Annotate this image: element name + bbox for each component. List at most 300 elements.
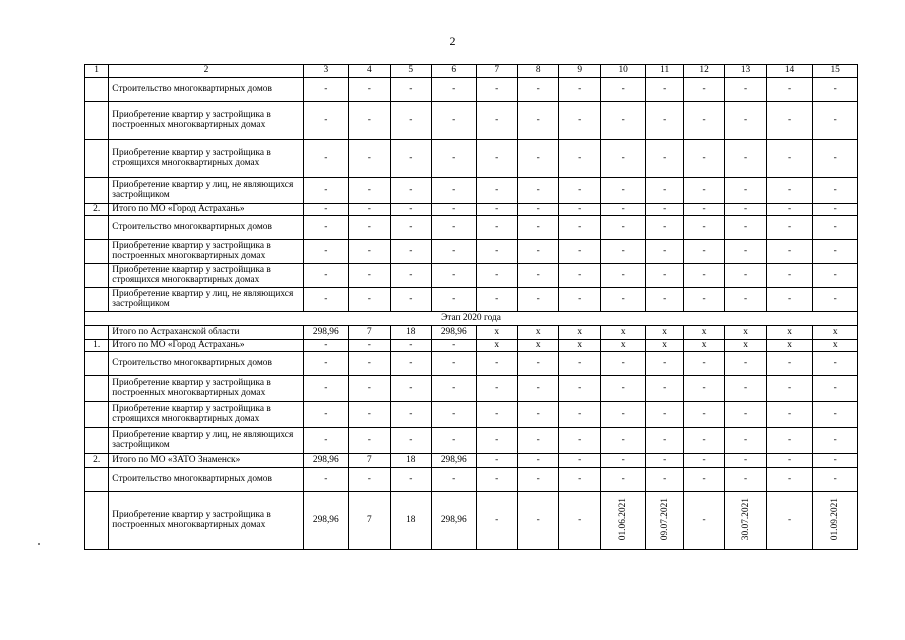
value-cell: - bbox=[683, 216, 724, 240]
value-cell: - bbox=[303, 204, 349, 216]
value-cell: - bbox=[476, 264, 517, 288]
value-cell: x bbox=[766, 326, 813, 340]
value-cell: - bbox=[600, 376, 646, 402]
value-cell: - bbox=[390, 340, 431, 352]
value-cell: - bbox=[646, 204, 683, 216]
value-cell: x bbox=[559, 340, 600, 352]
row-name-cell: Строительство многоквартирных домов bbox=[109, 468, 303, 492]
value-cell: - bbox=[476, 402, 517, 428]
table-row bbox=[85, 468, 858, 492]
row-name-cell: Строительство многоквартирных домов bbox=[109, 78, 303, 102]
value-cell: - bbox=[646, 140, 683, 178]
value-cell: - bbox=[476, 204, 517, 216]
value-cell: - bbox=[303, 376, 349, 402]
value-cell: - bbox=[813, 468, 858, 492]
value-cell: - bbox=[390, 376, 431, 402]
value-cell: - bbox=[476, 454, 517, 468]
row-name-cell: Приобретение квартир у застройщика в построенных многоквартирных домах bbox=[109, 376, 303, 402]
value-cell: - bbox=[517, 140, 558, 178]
value-cell: - bbox=[431, 102, 476, 140]
value-cell: - bbox=[559, 454, 600, 468]
row-number-cell bbox=[85, 288, 109, 312]
value-cell: - bbox=[646, 376, 683, 402]
row-name-cell: Приобретение квартир у лиц, не являющихся застройщиком bbox=[109, 178, 303, 204]
value-cell: - bbox=[683, 428, 724, 454]
program-table bbox=[84, 64, 858, 550]
value-cell: x bbox=[517, 340, 558, 352]
value-cell: - bbox=[390, 78, 431, 102]
date-value: 01.06.2021 bbox=[618, 497, 629, 540]
row-number-cell bbox=[85, 240, 109, 264]
row-name-cell: Итого по МО «ЗАТО Знаменск» bbox=[109, 454, 303, 468]
value-cell: - bbox=[646, 454, 683, 468]
table-row bbox=[85, 376, 858, 402]
table-row bbox=[85, 178, 858, 204]
value-cell: - bbox=[813, 140, 858, 178]
value-cell: - bbox=[766, 376, 813, 402]
value-cell: 298,96 bbox=[303, 454, 349, 468]
value-cell: - bbox=[349, 102, 390, 140]
value-cell: - bbox=[431, 78, 476, 102]
value-cell: - bbox=[646, 102, 683, 140]
row-name-cell: Приобретение квартир у застройщика в построенных многоквартирных домах bbox=[109, 240, 303, 264]
value-cell: - bbox=[646, 264, 683, 288]
value-cell: - bbox=[559, 288, 600, 312]
value-cell: - bbox=[559, 78, 600, 102]
value-cell: - bbox=[559, 264, 600, 288]
value-cell: - bbox=[725, 428, 766, 454]
value-cell: - bbox=[600, 78, 646, 102]
column-number: 2 bbox=[109, 65, 303, 78]
row-name-cell: Приобретение квартир у застройщика в строящихся многоквартирных домах bbox=[109, 264, 303, 288]
value-cell: - bbox=[683, 352, 724, 376]
value-cell: - bbox=[725, 376, 766, 402]
value-cell: - bbox=[600, 102, 646, 140]
value-cell: - bbox=[766, 178, 813, 204]
value-cell: - bbox=[766, 216, 813, 240]
value-cell: - bbox=[349, 428, 390, 454]
value-cell: x bbox=[600, 326, 646, 340]
row-name-cell: Строительство многоквартирных домов bbox=[109, 352, 303, 376]
row-number-cell bbox=[85, 402, 109, 428]
value-cell: - bbox=[600, 288, 646, 312]
value-cell: - bbox=[813, 288, 858, 312]
value-cell: - bbox=[646, 352, 683, 376]
value-cell: - bbox=[303, 140, 349, 178]
value-cell: - bbox=[646, 468, 683, 492]
value-cell: - bbox=[600, 402, 646, 428]
row-number-cell bbox=[85, 264, 109, 288]
table-row bbox=[85, 78, 858, 102]
value-cell: - bbox=[725, 402, 766, 428]
value-cell: - bbox=[431, 340, 476, 352]
value-cell: - bbox=[349, 288, 390, 312]
value-cell: - bbox=[559, 352, 600, 376]
date-value: 01.09.2021 bbox=[830, 497, 841, 540]
value-cell: - bbox=[766, 78, 813, 102]
value-cell: - bbox=[517, 102, 558, 140]
value-cell: - bbox=[646, 240, 683, 264]
table-row bbox=[85, 204, 858, 216]
value-cell: - bbox=[431, 204, 476, 216]
row-name-cell: Приобретение квартир у застройщика в построенных многоквартирных домах bbox=[109, 492, 303, 550]
row-name-cell: Строительство многоквартирных домов bbox=[109, 216, 303, 240]
value-cell: - bbox=[600, 428, 646, 454]
value-cell: - bbox=[766, 102, 813, 140]
value-cell: - bbox=[390, 102, 431, 140]
value-cell: - bbox=[349, 402, 390, 428]
value-cell: - bbox=[683, 78, 724, 102]
value-cell: x bbox=[813, 340, 858, 352]
value-cell: - bbox=[683, 264, 724, 288]
value-cell: - bbox=[725, 468, 766, 492]
value-cell: - bbox=[476, 428, 517, 454]
value-cell: - bbox=[349, 140, 390, 178]
value-cell: - bbox=[766, 454, 813, 468]
value-cell: x bbox=[476, 340, 517, 352]
value-cell: - bbox=[303, 288, 349, 312]
value-cell: - bbox=[431, 216, 476, 240]
row-number-cell: 2. bbox=[85, 204, 109, 216]
column-number: 13 bbox=[725, 65, 766, 78]
value-cell: - bbox=[766, 204, 813, 216]
value-cell: - bbox=[683, 102, 724, 140]
row-number-cell: 2. bbox=[85, 454, 109, 468]
row-number-cell bbox=[85, 428, 109, 454]
value-cell: - bbox=[517, 492, 558, 550]
value-cell: - bbox=[390, 428, 431, 454]
row-number-cell bbox=[85, 102, 109, 140]
value-cell: - bbox=[476, 140, 517, 178]
value-cell: - bbox=[303, 216, 349, 240]
value-cell: - bbox=[431, 402, 476, 428]
value-cell: x bbox=[725, 326, 766, 340]
value-cell: - bbox=[390, 402, 431, 428]
column-number: 12 bbox=[683, 65, 724, 78]
table-row bbox=[85, 340, 858, 352]
value-cell: - bbox=[390, 216, 431, 240]
value-cell: - bbox=[476, 288, 517, 312]
value-cell: x bbox=[683, 326, 724, 340]
value-cell bbox=[600, 492, 646, 550]
value-cell: - bbox=[725, 140, 766, 178]
value-cell: - bbox=[683, 178, 724, 204]
value-cell: - bbox=[390, 352, 431, 376]
value-cell: - bbox=[766, 140, 813, 178]
column-number: 3 bbox=[303, 65, 349, 78]
value-cell: x bbox=[646, 326, 683, 340]
column-number: 14 bbox=[766, 65, 813, 78]
value-cell: - bbox=[476, 102, 517, 140]
value-cell: - bbox=[559, 240, 600, 264]
value-cell: - bbox=[517, 264, 558, 288]
value-cell: - bbox=[813, 264, 858, 288]
value-cell: - bbox=[766, 264, 813, 288]
value-cell: - bbox=[600, 204, 646, 216]
value-cell: - bbox=[559, 178, 600, 204]
value-cell: - bbox=[813, 428, 858, 454]
value-cell: - bbox=[725, 78, 766, 102]
row-name-cell: Приобретение квартир у лиц, не являющихся застройщиком bbox=[109, 428, 303, 454]
value-cell: x bbox=[559, 326, 600, 340]
value-cell: - bbox=[349, 78, 390, 102]
value-cell: 7 bbox=[349, 454, 390, 468]
row-number-cell bbox=[85, 216, 109, 240]
value-cell: - bbox=[683, 140, 724, 178]
value-cell: 298,96 bbox=[431, 326, 476, 340]
value-cell: - bbox=[476, 492, 517, 550]
value-cell: - bbox=[683, 402, 724, 428]
row-name-cell: Приобретение квартир у застройщика в строящихся многоквартирных домах bbox=[109, 402, 303, 428]
value-cell: - bbox=[303, 468, 349, 492]
row-name-cell: Приобретение квартир у лиц, не являющихся застройщиком bbox=[109, 288, 303, 312]
value-cell: - bbox=[813, 102, 858, 140]
row-name-cell: Приобретение квартир у застройщика в построенных многоквартирных домах bbox=[109, 102, 303, 140]
row-number-cell bbox=[85, 376, 109, 402]
value-cell: - bbox=[303, 240, 349, 264]
column-number: 8 bbox=[517, 65, 558, 78]
stage-heading: Этап 2020 года bbox=[85, 312, 858, 326]
table-row bbox=[85, 492, 858, 550]
value-cell: - bbox=[813, 376, 858, 402]
value-cell: - bbox=[517, 204, 558, 216]
table-row bbox=[85, 264, 858, 288]
value-cell: - bbox=[303, 178, 349, 204]
value-cell: - bbox=[683, 204, 724, 216]
value-cell: - bbox=[303, 264, 349, 288]
value-cell: - bbox=[390, 240, 431, 264]
value-cell: - bbox=[517, 78, 558, 102]
value-cell: - bbox=[559, 204, 600, 216]
column-number: 5 bbox=[390, 65, 431, 78]
column-number: 9 bbox=[559, 65, 600, 78]
value-cell: - bbox=[813, 78, 858, 102]
value-cell: - bbox=[349, 352, 390, 376]
row-number-cell bbox=[85, 178, 109, 204]
value-cell: - bbox=[303, 428, 349, 454]
value-cell: - bbox=[476, 240, 517, 264]
row-number-cell bbox=[85, 468, 109, 492]
value-cell: x bbox=[725, 340, 766, 352]
value-cell: - bbox=[813, 402, 858, 428]
value-cell: - bbox=[303, 78, 349, 102]
table-row bbox=[85, 428, 858, 454]
column-number: 6 bbox=[431, 65, 476, 78]
value-cell: - bbox=[646, 428, 683, 454]
value-cell: - bbox=[431, 468, 476, 492]
row-number-cell bbox=[85, 352, 109, 376]
value-cell: - bbox=[559, 216, 600, 240]
row-number-cell bbox=[85, 326, 109, 340]
date-value: 09.07.2021 bbox=[659, 497, 670, 540]
value-cell: - bbox=[600, 454, 646, 468]
value-cell: - bbox=[517, 352, 558, 376]
value-cell: - bbox=[517, 454, 558, 468]
value-cell: - bbox=[517, 402, 558, 428]
value-cell: - bbox=[517, 376, 558, 402]
value-cell: - bbox=[600, 216, 646, 240]
value-cell bbox=[725, 492, 766, 550]
value-cell: - bbox=[349, 468, 390, 492]
value-cell: - bbox=[766, 402, 813, 428]
value-cell: 18 bbox=[390, 326, 431, 340]
value-cell: - bbox=[600, 468, 646, 492]
column-number: 15 bbox=[813, 65, 858, 78]
value-cell: - bbox=[600, 178, 646, 204]
value-cell: - bbox=[646, 178, 683, 204]
value-cell: 298,96 bbox=[303, 492, 349, 550]
value-cell: - bbox=[390, 468, 431, 492]
value-cell: - bbox=[303, 402, 349, 428]
value-cell: 18 bbox=[390, 454, 431, 468]
row-number-cell bbox=[85, 492, 109, 550]
value-cell: - bbox=[431, 376, 476, 402]
value-cell: - bbox=[390, 288, 431, 312]
value-cell: - bbox=[390, 204, 431, 216]
value-cell: - bbox=[683, 454, 724, 468]
value-cell: 7 bbox=[349, 492, 390, 550]
column-number-row bbox=[85, 65, 858, 78]
value-cell: - bbox=[766, 240, 813, 264]
value-cell: - bbox=[431, 264, 476, 288]
value-cell: - bbox=[813, 352, 858, 376]
value-cell: - bbox=[559, 428, 600, 454]
value-cell: 298,96 bbox=[303, 326, 349, 340]
value-cell: - bbox=[813, 216, 858, 240]
value-cell: - bbox=[431, 140, 476, 178]
scan-speck bbox=[38, 543, 40, 545]
value-cell: - bbox=[431, 288, 476, 312]
value-cell: 7 bbox=[349, 326, 390, 340]
value-cell: - bbox=[349, 240, 390, 264]
value-cell: x bbox=[517, 326, 558, 340]
value-cell: - bbox=[517, 288, 558, 312]
value-cell: - bbox=[766, 352, 813, 376]
table-row bbox=[85, 326, 858, 340]
value-cell: - bbox=[476, 376, 517, 402]
value-cell: x bbox=[476, 326, 517, 340]
value-cell: x bbox=[600, 340, 646, 352]
value-cell: - bbox=[303, 352, 349, 376]
value-cell: 18 bbox=[390, 492, 431, 550]
value-cell: - bbox=[431, 352, 476, 376]
value-cell: - bbox=[600, 140, 646, 178]
value-cell: - bbox=[349, 376, 390, 402]
value-cell: - bbox=[349, 264, 390, 288]
value-cell: - bbox=[683, 288, 724, 312]
value-cell: - bbox=[725, 216, 766, 240]
row-number-cell bbox=[85, 78, 109, 102]
table-row bbox=[85, 240, 858, 264]
date-value: 30.07.2021 bbox=[740, 497, 751, 540]
column-number: 1 bbox=[85, 65, 109, 78]
table-row bbox=[85, 402, 858, 428]
value-cell: - bbox=[725, 204, 766, 216]
value-cell: - bbox=[725, 352, 766, 376]
value-cell: - bbox=[813, 178, 858, 204]
value-cell: x bbox=[646, 340, 683, 352]
value-cell: - bbox=[559, 402, 600, 428]
value-cell: - bbox=[725, 454, 766, 468]
value-cell: - bbox=[476, 78, 517, 102]
value-cell: - bbox=[813, 240, 858, 264]
table-row bbox=[85, 288, 858, 312]
page-number: 2 bbox=[449, 34, 456, 48]
value-cell: - bbox=[559, 140, 600, 178]
value-cell: - bbox=[725, 240, 766, 264]
value-cell: - bbox=[517, 468, 558, 492]
value-cell: - bbox=[390, 178, 431, 204]
value-cell: - bbox=[766, 288, 813, 312]
value-cell: x bbox=[813, 326, 858, 340]
column-number: 7 bbox=[476, 65, 517, 78]
value-cell: - bbox=[725, 288, 766, 312]
value-cell: - bbox=[683, 240, 724, 264]
value-cell bbox=[813, 492, 858, 550]
value-cell: - bbox=[600, 352, 646, 376]
stage-row bbox=[85, 312, 858, 326]
value-cell: - bbox=[646, 288, 683, 312]
column-number: 11 bbox=[646, 65, 683, 78]
row-name-cell: Приобретение квартир у застройщика в строящихся многоквартирных домах bbox=[109, 140, 303, 178]
value-cell: - bbox=[559, 376, 600, 402]
table-row bbox=[85, 352, 858, 376]
value-cell: - bbox=[766, 428, 813, 454]
row-name-cell: Итого по МО «Город Астрахань» bbox=[109, 340, 303, 352]
value-cell: - bbox=[646, 402, 683, 428]
value-cell: - bbox=[813, 454, 858, 468]
value-cell: x bbox=[766, 340, 813, 352]
table-row bbox=[85, 454, 858, 468]
value-cell: - bbox=[517, 240, 558, 264]
column-number: 10 bbox=[600, 65, 646, 78]
value-cell: - bbox=[431, 240, 476, 264]
value-cell: 298,96 bbox=[431, 454, 476, 468]
value-cell: - bbox=[349, 340, 390, 352]
value-cell: - bbox=[725, 178, 766, 204]
row-name-cell: Итого по МО «Город Астрахань» bbox=[109, 204, 303, 216]
row-number-cell bbox=[85, 140, 109, 178]
value-cell: 298,96 bbox=[431, 492, 476, 550]
table-row bbox=[85, 102, 858, 140]
value-cell: - bbox=[390, 264, 431, 288]
value-cell: - bbox=[683, 376, 724, 402]
value-cell: - bbox=[683, 492, 724, 550]
row-number-cell: 1. bbox=[85, 340, 109, 352]
value-cell: - bbox=[303, 102, 349, 140]
value-cell: - bbox=[476, 468, 517, 492]
table-row bbox=[85, 216, 858, 240]
column-number: 4 bbox=[349, 65, 390, 78]
table-row bbox=[85, 140, 858, 178]
value-cell: - bbox=[303, 340, 349, 352]
value-cell: - bbox=[559, 468, 600, 492]
value-cell: - bbox=[431, 428, 476, 454]
value-cell: - bbox=[476, 352, 517, 376]
value-cell bbox=[646, 492, 683, 550]
value-cell: - bbox=[646, 216, 683, 240]
value-cell: - bbox=[476, 216, 517, 240]
value-cell: - bbox=[559, 492, 600, 550]
value-cell: - bbox=[517, 428, 558, 454]
value-cell: - bbox=[349, 204, 390, 216]
value-cell: - bbox=[600, 264, 646, 288]
value-cell: - bbox=[517, 178, 558, 204]
value-cell: x bbox=[683, 340, 724, 352]
row-name-cell: Итого по Астраханской области bbox=[109, 326, 303, 340]
value-cell: - bbox=[559, 102, 600, 140]
value-cell: - bbox=[349, 178, 390, 204]
